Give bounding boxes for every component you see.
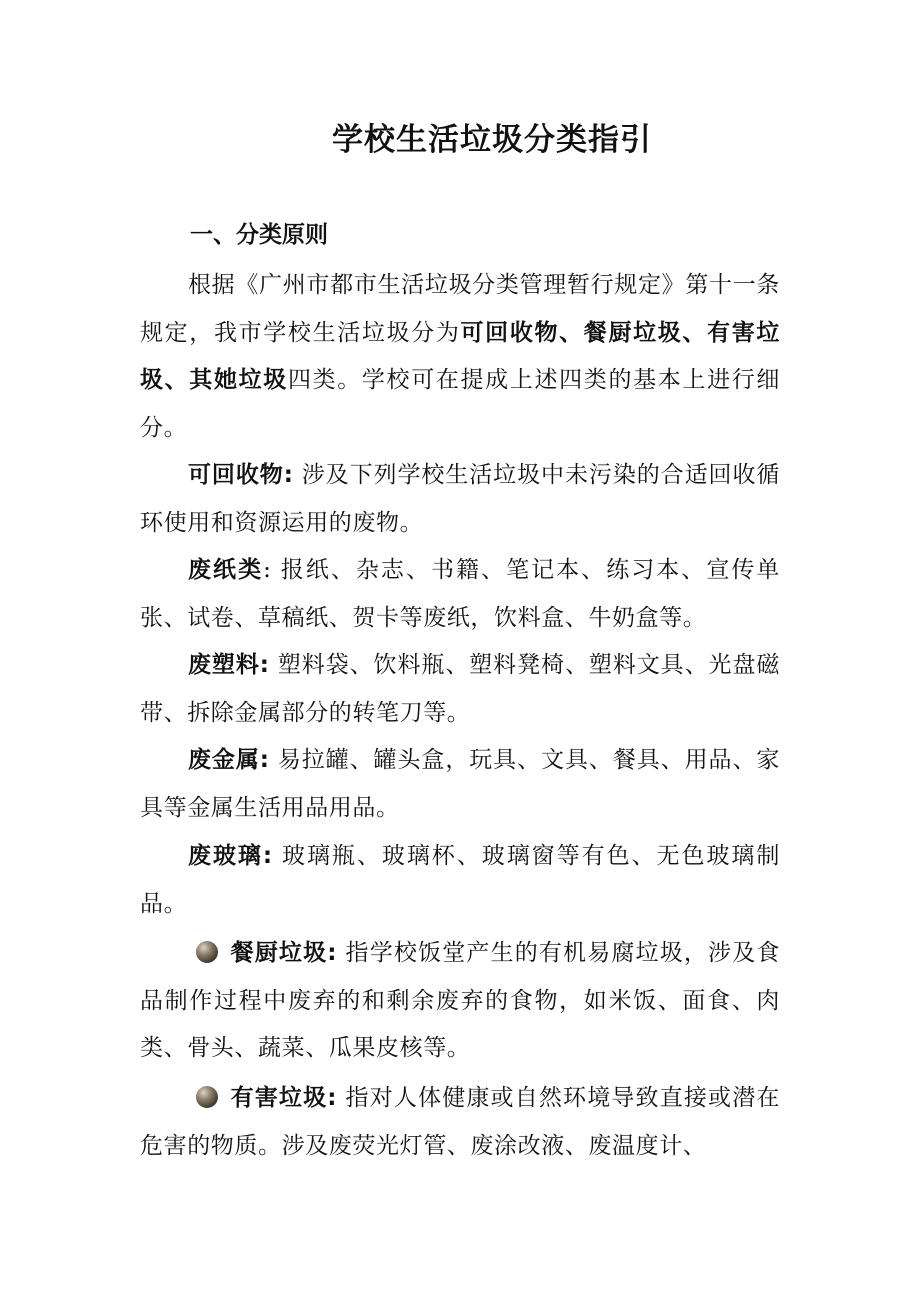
paper-label: 废纸类 [188, 557, 264, 583]
section-heading-principles: 一、分类原则 [190, 222, 328, 248]
recyclable-label: 可回收物: [188, 462, 294, 488]
metal-label: 废金属: [188, 747, 270, 773]
hazardous-waste-paragraph [140, 1075, 780, 1170]
kitchen-label: 餐厨垃圾: [230, 940, 338, 966]
intro-categories-bold: 可回收物、餐厨垃圾、有害垃圾、其她垃圾 [140, 319, 780, 393]
intro-paragraph [140, 262, 780, 452]
intro-text-2: 四类。学校可在提成上述四类的基本上进行细分。 [140, 367, 780, 441]
paper-text: : 报纸、杂志、书籍、笔记本、练习本、宣传单张、试卷、草稿纸、贺卡等废纸，饮料盒、牛奶盒等。 [140, 557, 780, 631]
paper-paragraph [140, 547, 780, 642]
intro-text-1: 根据《广州市都市生活垃圾分类管理暂行规定》第十一条规定，我市学校生活垃圾分为 [140, 272, 780, 346]
glass-text: 玻璃瓶、玻璃杯、玻璃窗等有色、无色玻璃制品。 [140, 843, 780, 917]
bullet-sphere-icon [196, 941, 218, 963]
recyclable-paragraph [140, 452, 780, 547]
plastic-paragraph [140, 642, 780, 737]
plastic-label: 废塑料: [188, 652, 270, 678]
metal-paragraph [140, 737, 780, 832]
hazardous-text: 指对人体健康或自然环境导致直接或潜在危害的物质。涉及废荧光灯管、废涂改液、废温度计、 [140, 1085, 780, 1159]
kitchen-waste-paragraph [140, 930, 780, 1073]
kitchen-text: 指学校饭堂产生的有机易腐垃圾，涉及食品制作过程中废弃的和剩余废弃的食物，如米饭、面食、肉类、骨头、蔬菜、瓜果皮核等。 [140, 940, 780, 1061]
plastic-text: 塑料袋、饮料瓶、塑料凳椅、塑料文具、光盘磁带、拆除金属部分的转笔刀等。 [140, 652, 780, 726]
glass-paragraph [140, 833, 780, 928]
hazardous-label: 有害垃圾: [230, 1085, 338, 1111]
bullet-sphere-icon [196, 1086, 218, 1108]
metal-text: 易拉罐、罐头盒，玩具、文具、餐具、用品、家具等金属生活用品用品。 [140, 747, 780, 821]
glass-label: 废玻璃: [188, 843, 273, 869]
page-title: 学校生活垃圾分类指引 [332, 122, 652, 158]
recyclable-text: 涉及下列学校生活垃圾中未污染的合适回收循环使用和资源运用的废物。 [140, 462, 780, 536]
